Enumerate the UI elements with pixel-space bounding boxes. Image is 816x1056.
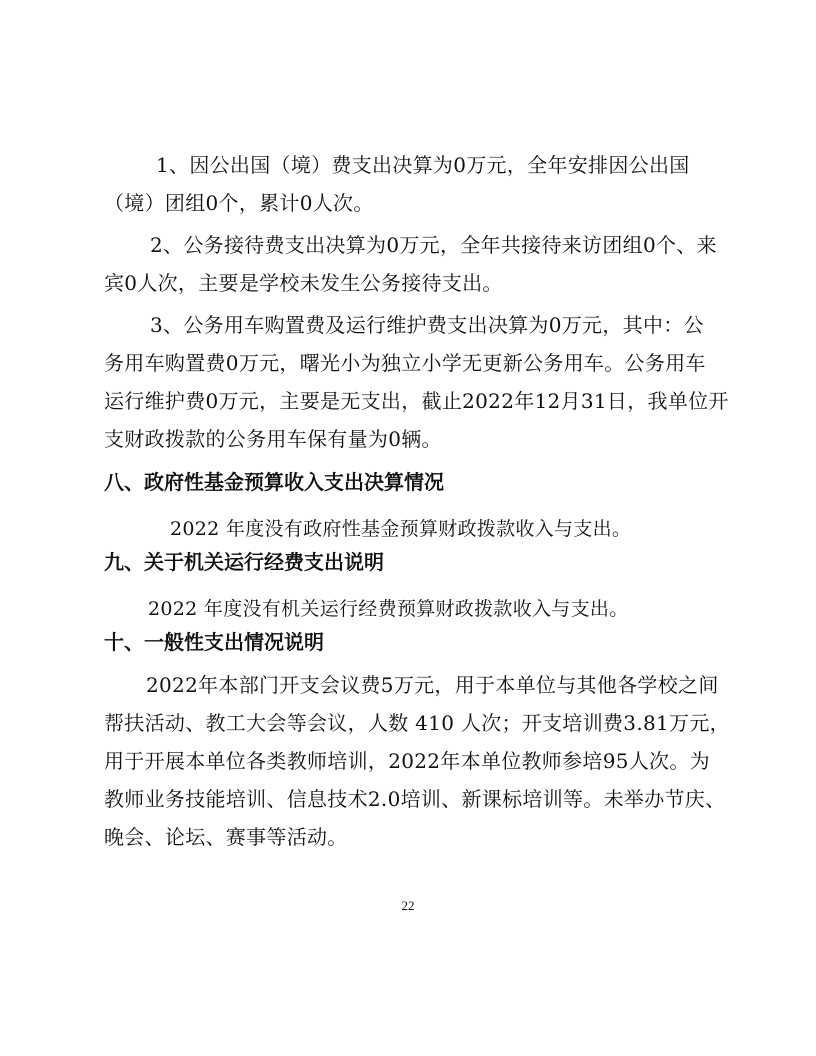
text-line: 支财政拨款的公务用车保有量为0辆。 [104, 427, 442, 451]
paragraph-item-2 [104, 226, 744, 302]
text-line: 帮扶活动、教工大会等会议，人数 410 人次；开支培训费3.81万元， [104, 711, 730, 735]
paragraph-item-1 [104, 146, 744, 222]
text-line: 教师业务技能培训、信息技术2.0培训、新课标培训等。未举办节庆、 [104, 787, 726, 811]
text-line: 务用车购置费0万元，曙光小为独立小学无更新公务用车。公务用车 [104, 351, 706, 375]
section-8-text: 2022 年度没有政府性基金预算财政拨款收入与支出。 [170, 518, 632, 540]
paragraph-item-3 [104, 306, 744, 458]
text-line: 晚会、论坛、赛事等活动。 [104, 825, 348, 849]
section-heading-10: 十、一般性支出情况说明 [104, 630, 324, 654]
text-line: 宾0人次，主要是学校未发生公务接待支出。 [104, 271, 503, 295]
text-line: 2、公务接待费支出决算为0万元，全年共接待来访团组0个、来 [150, 233, 717, 257]
text-line: 3、公务用车购置费及运行维护费支出决算为0万元，其中：公 [150, 313, 704, 337]
section-10-paragraph [104, 666, 744, 856]
section-heading-9: 九、关于机关运行经费支出说明 [104, 550, 384, 574]
text-line: 1、因公出国（境）费支出决算为0万元，全年安排因公出国 [156, 153, 690, 177]
text-line: 用于开展本单位各类教师培训，2022年本单位教师参培95人次。为 [104, 749, 710, 773]
section-heading-8: 八、政府性基金预算收入支出决算情况 [104, 470, 444, 494]
section-9-text: 2022 年度没有机关运行经费预算财政拨款收入与支出。 [148, 598, 629, 620]
text-line: （境）团组0个，累计0人次。 [104, 191, 374, 215]
text-line: 2022年本部门开支会议费5万元，用于本单位与其他各学校之间 [146, 673, 719, 697]
text-line: 运行维护费0万元，主要是无支出，截止2022年12月31日，我单位开 [104, 389, 729, 413]
page-number: 22 [401, 898, 415, 913]
